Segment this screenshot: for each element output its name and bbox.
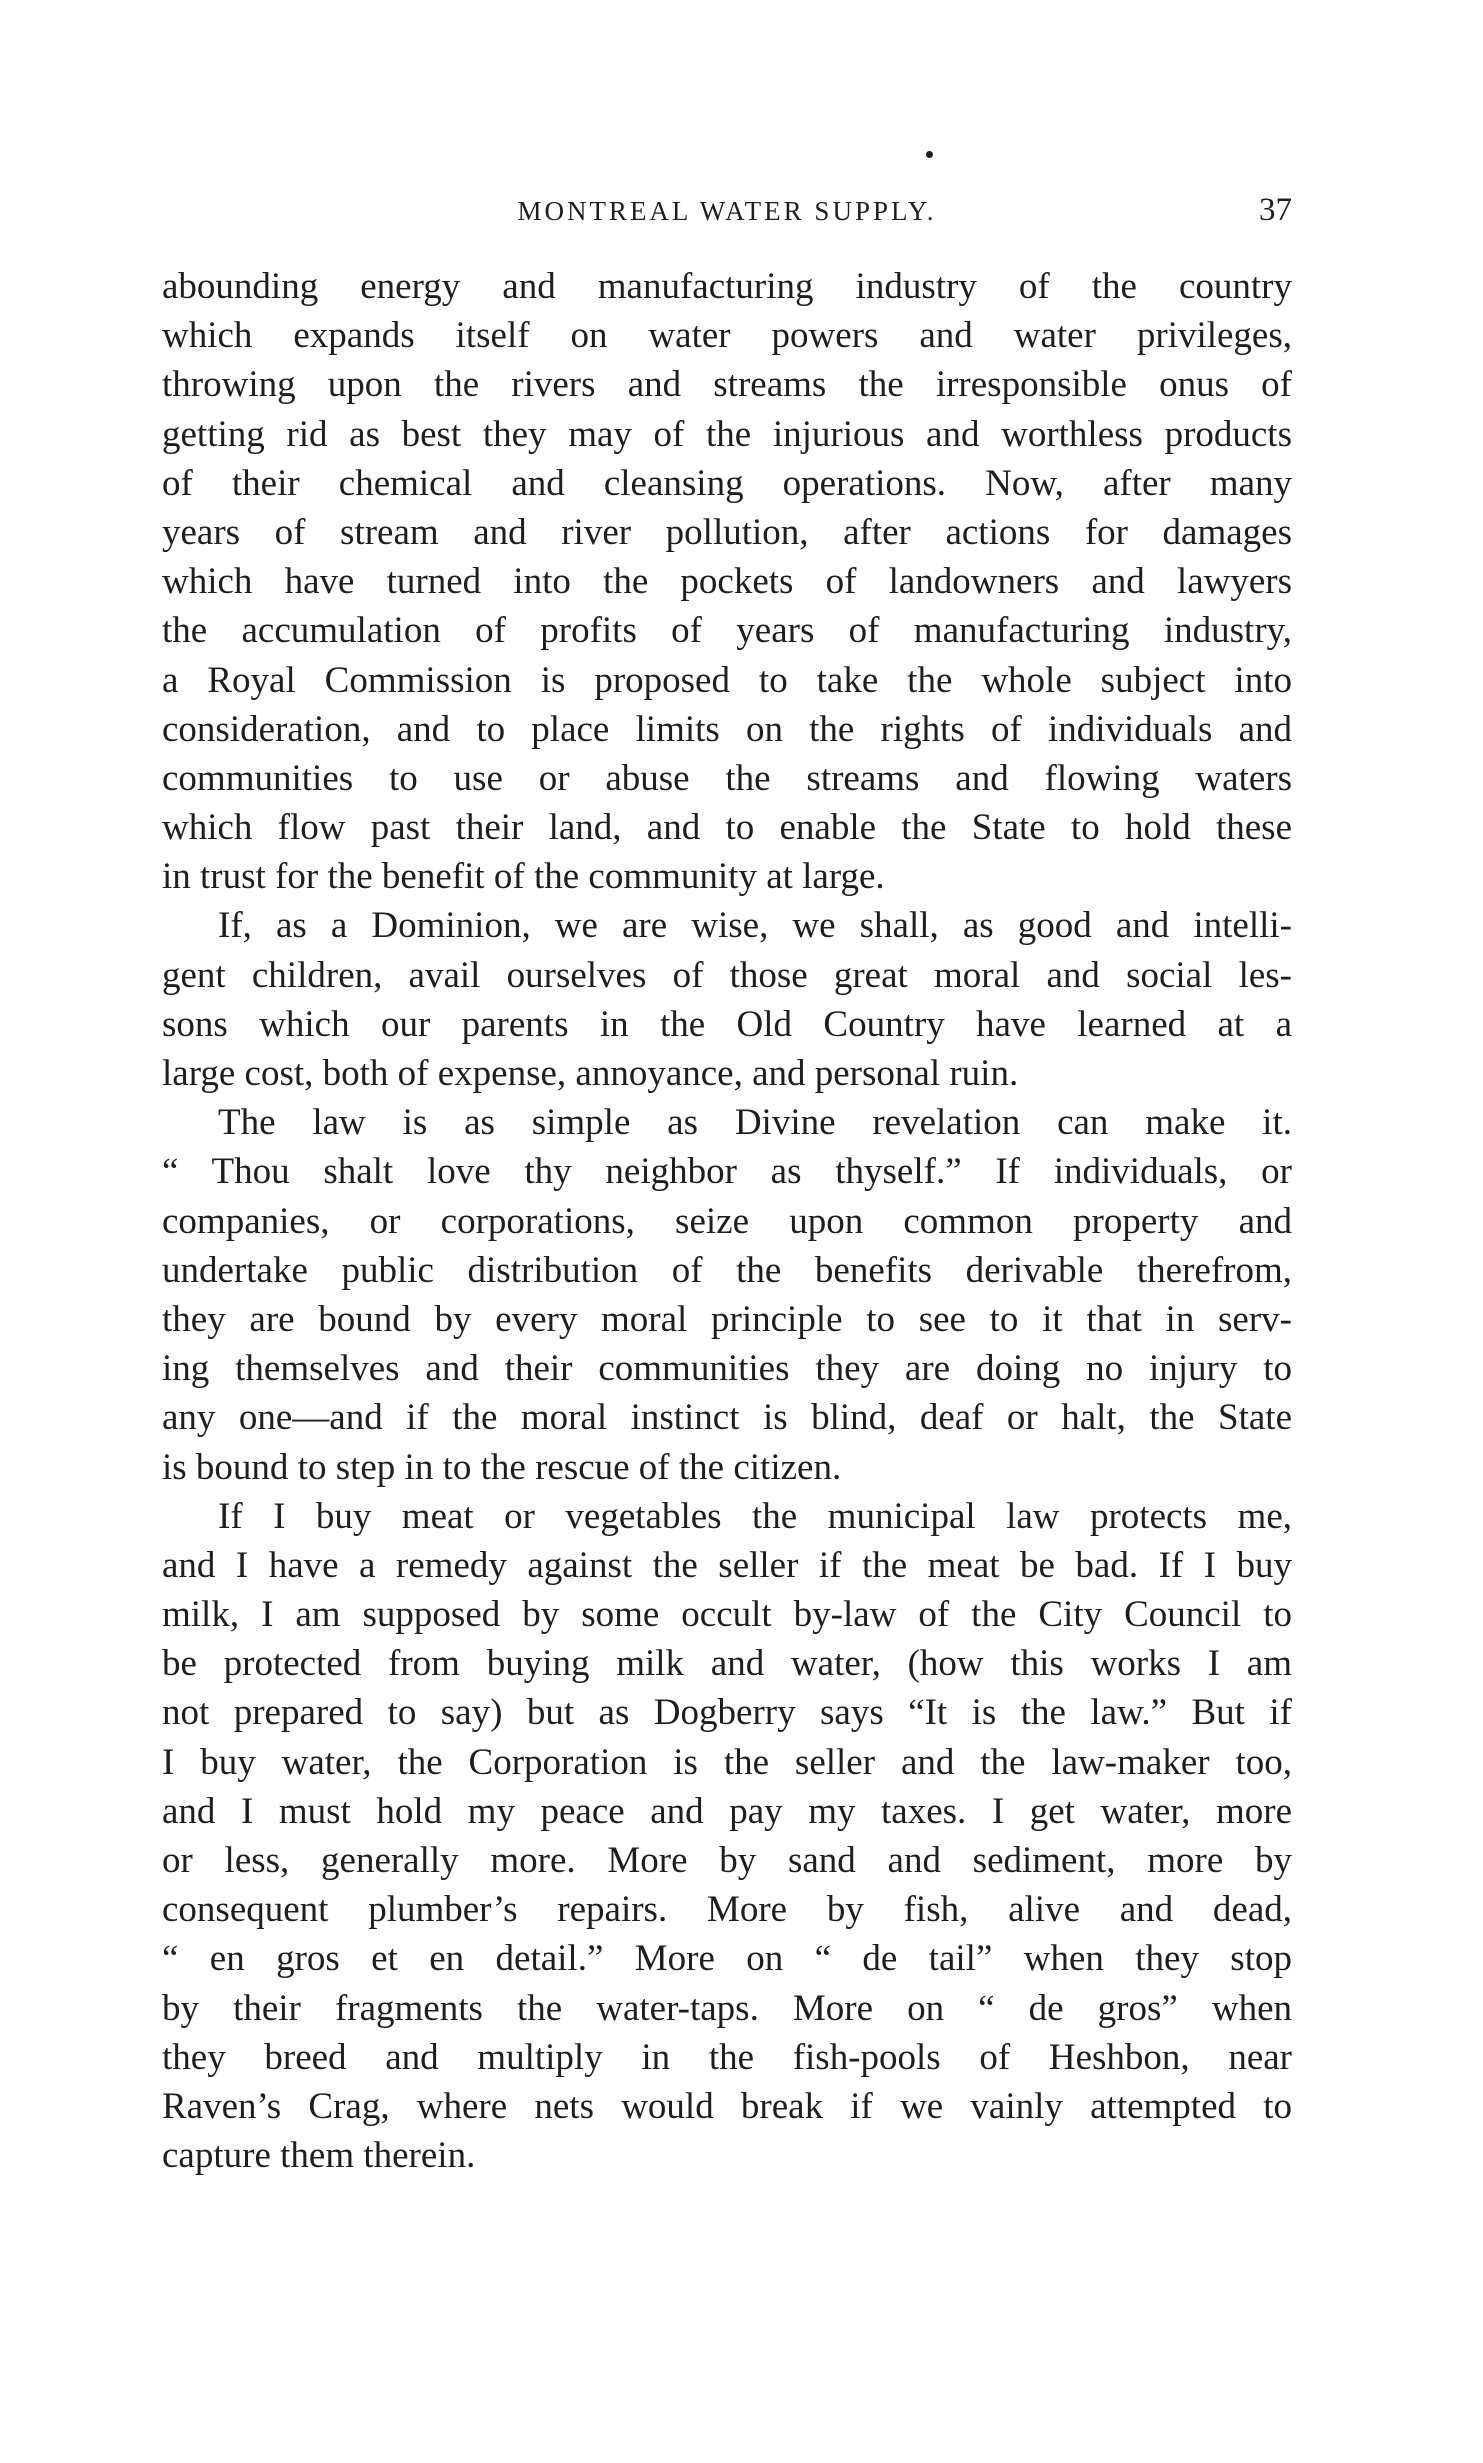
text-line: which have turned into the pockets of landowners and lawyers — [162, 561, 1292, 603]
text-line: Raven’s Crag, where nets would break if we vainly attempted to — [162, 2085, 1292, 2127]
text-line: years of stream and river pollution, after actions for damages — [162, 511, 1292, 553]
paragraph — [162, 1098, 1292, 1492]
text-line: of their chemical and cleansing operations. Now, after many — [162, 462, 1292, 504]
text-line: companies, or corporations, seize upon common property and — [162, 1200, 1292, 1242]
page-number: 37 — [1259, 192, 1292, 228]
text-line: consequent plumber’s repairs. More by fish, alive and dead, — [162, 1889, 1292, 1931]
text-line: be protected from buying milk and water, (how this works I am — [162, 1643, 1292, 1685]
text-line: is bound to step in to the rescue of the citizen. — [162, 1446, 842, 1488]
text-line: a Royal Commission is proposed to take the whole subject into — [162, 659, 1292, 701]
text-line: they breed and multiply in the fish-pools of Heshbon, near — [162, 2036, 1292, 2078]
text-line: which flow past their land, and to enable the State to hold these — [162, 807, 1292, 849]
body-text — [162, 262, 1292, 2180]
text-line: they are bound by every moral principle to see to it that in serv- — [162, 1298, 1292, 1340]
paragraph — [162, 901, 1292, 1098]
running-head — [162, 192, 1292, 240]
text-line: “ Thou shalt love thy neighbor as thyself.” If individuals, or — [162, 1151, 1292, 1193]
ink-speck — [926, 151, 933, 158]
text-line: by their fragments the water-taps. More on “ de gros” when — [162, 1987, 1292, 2029]
text-line: sons which our parents in the Old Country have learned at a — [162, 1003, 1292, 1045]
text-line: If, as a Dominion, we are wise, we shall, as good and intelli- — [218, 905, 1292, 947]
text-line: ing themselves and their communities they are doing no injury to — [162, 1348, 1292, 1390]
paragraph — [162, 262, 1292, 901]
text-line: If I buy meat or vegetables the municipal law protects me, — [218, 1495, 1292, 1537]
text-line: “ en gros et en detail.” More on “ de tail” when they stop — [162, 1938, 1292, 1980]
running-title: MONTREAL WATER SUPPLY. — [517, 196, 937, 226]
text-line: which expands itself on water powers and water privileges, — [162, 315, 1292, 357]
text-line: the accumulation of profits of years of manufacturing industry, — [162, 610, 1292, 652]
text-line: consideration, and to place limits on the rights of individuals and — [162, 708, 1292, 750]
text-line: throwing upon the rivers and streams the irresponsible onus of — [162, 364, 1292, 406]
text-line: abounding energy and manufacturing industry of the country — [162, 266, 1292, 307]
text-line: The law is as simple as Divine revelation can make it. — [218, 1102, 1292, 1144]
text-line: gent children, avail ourselves of those great moral and social les- — [162, 954, 1292, 996]
text-line: not prepared to say) but as Dogberry says “It is the law.” But if — [162, 1692, 1292, 1734]
text-line: milk, I am supposed by some occult by-law of the City Council to — [162, 1594, 1292, 1636]
text-line: and I have a remedy against the seller if the meat be bad. If I buy — [162, 1544, 1292, 1586]
text-line: getting rid as best they may of the injurious and worthless products — [162, 413, 1292, 455]
text-line: I buy water, the Corporation is the seller and the law-maker too, — [162, 1741, 1292, 1783]
text-line: communities to use or abuse the streams and flowing waters — [162, 757, 1292, 799]
paragraph — [162, 1492, 1292, 2181]
text-line: in trust for the benefit of the community at large. — [162, 856, 885, 898]
text-line: any one—and if the moral instinct is blind, deaf or halt, the State — [162, 1397, 1292, 1439]
text-line: capture them therein. — [162, 2135, 476, 2177]
text-line: large cost, both of expense, annoyance, and personal ruin. — [162, 1053, 1019, 1094]
text-line: and I must hold my peace and pay my taxes. I get water, more — [162, 1790, 1292, 1832]
text-line: or less, generally more. More by sand and sediment, more by — [162, 1840, 1292, 1881]
text-line: undertake public distribution of the benefits derivable therefrom, — [162, 1249, 1292, 1291]
